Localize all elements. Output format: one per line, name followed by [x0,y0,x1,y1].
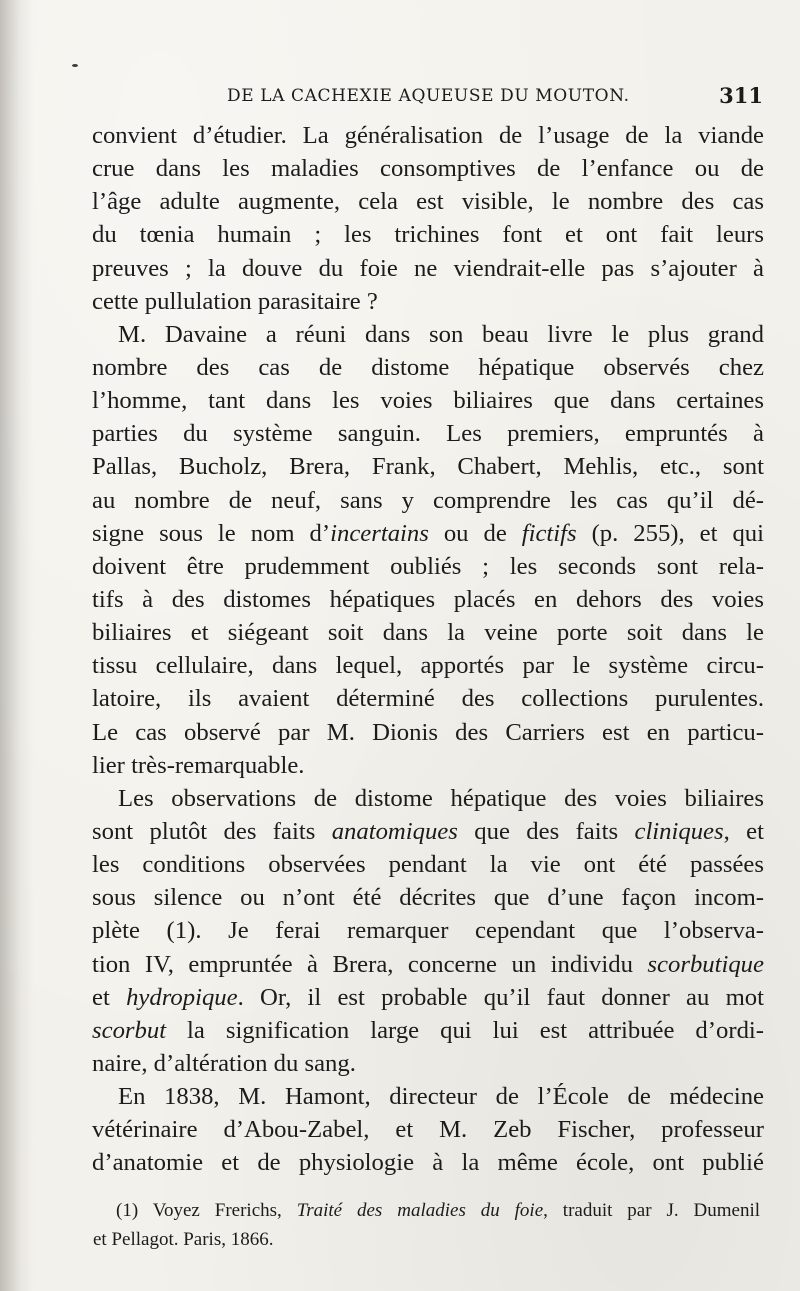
text-line: En 1838, M. Hamont, directeur de l’École de médecine [118,1083,764,1111]
text-line: crue dans les maladies consomptives de l’enfance ou de [92,155,764,183]
text-line: les conditions observées pendant la vie ont été passées [92,851,764,879]
text-line: preuves ; la douve du foie ne viendrait-elle pas s’ajouter à [92,254,764,282]
text-line: sont plutôt des faits anatomiques que des faits cliniques, et [92,817,764,845]
text-line: sous silence ou n’ont été décrites que d’une façon incom- [92,884,764,912]
footnote-line: (1) Voyez Frerichs, Traité des maladies du foie, traduit par J. Dumenil [116,1200,761,1221]
text-line: parties du système sanguin. Les premiers, empruntés à [92,420,764,448]
text-line: scorbut la signification large qui lui est attribuée d’ordi- [92,1016,764,1044]
text-line: Le cas observé par M. Dionis des Carriers est en particu- [92,718,764,746]
text-line: Les observations de distome hépatique des voies biliaires [118,784,764,812]
footnote-italic-title: Traité des maladies du foie [296,1200,544,1221]
italic-word: incertains [330,519,429,547]
ink-speck [72,64,78,67]
text-line: latoire, ils avaient déterminé des collections purulentes. [92,685,764,713]
text-line: nombre des cas de distome hépatique observés chez [92,353,764,381]
page-number: 311 [719,83,763,108]
running-title: DE LA CACHEXIE AQUEUSE DU MOUTON. [227,86,630,106]
text-line: M. Davaine a réuni dans son beau livre le plus grand [118,320,764,348]
text-line: Pallas, Bucholz, Brera, Frank, Chabert, Mehlis, etc., sont [92,453,764,481]
text-line: signe sous le nom d’incertains ou de fictifs (p. 255), et qui [92,519,764,547]
italic-word: hydropique [126,983,238,1011]
text-line: l’âge adulte augmente, cela est visible, le nombre des cas [92,188,764,216]
page-gutter-shadow [0,0,34,1291]
italic-word: anatomiques [331,817,458,845]
text-line: doivent être prudemment oubliés ; les seconds sont rela- [92,552,764,580]
text-line: au nombre de neuf, sans y comprendre les cas qu’il dé- [92,486,764,514]
text-line: cette pullulation parasitaire ? [92,287,378,315]
text-line: convient d’étudier. La généralisation de l’usage de la viande [92,122,764,149]
italic-word: scorbutique [647,950,764,978]
text-line: l’homme, tant dans les voies biliaires que dans certaines [92,387,764,415]
text-line: d’anatomie et de physiologie à la même école, ont publié [92,1149,764,1177]
text-line: tion IV, empruntée à Brera, concerne un individu scorbutique [92,950,764,978]
text-line: plète (1). Je ferai remarquer cependant que l’observa- [92,917,764,945]
body-text [92,119,764,1180]
text-line: tissu cellulaire, dans lequel, apportés par le système circu- [92,652,764,680]
text-line: lier très-remarquable. [92,751,305,779]
footnote [93,1196,760,1254]
italic-word: scorbut [92,1016,167,1044]
text-line: et hydropique. Or, il est probable qu’il faut donner au mot [92,983,764,1011]
text-line: naire, d’altération du sang. [92,1049,356,1077]
text-line: tifs à des distomes hépatiques placés en dehors des voies [92,585,764,613]
italic-word: cliniques [634,817,724,845]
text-line: vétérinaire d’Abou-Zabel, et M. Zeb Fischer, professeur [92,1116,764,1144]
footnote-line: et Pellagot. Paris, 1866. [93,1229,274,1250]
running-head [0,83,800,116]
text-line: du tœnia humain ; les trichines font et ont fait leurs [92,221,764,249]
italic-word: fictifs [521,519,577,547]
text-line: biliaires et siégeant soit dans la veine porte soit dans le [92,619,764,647]
